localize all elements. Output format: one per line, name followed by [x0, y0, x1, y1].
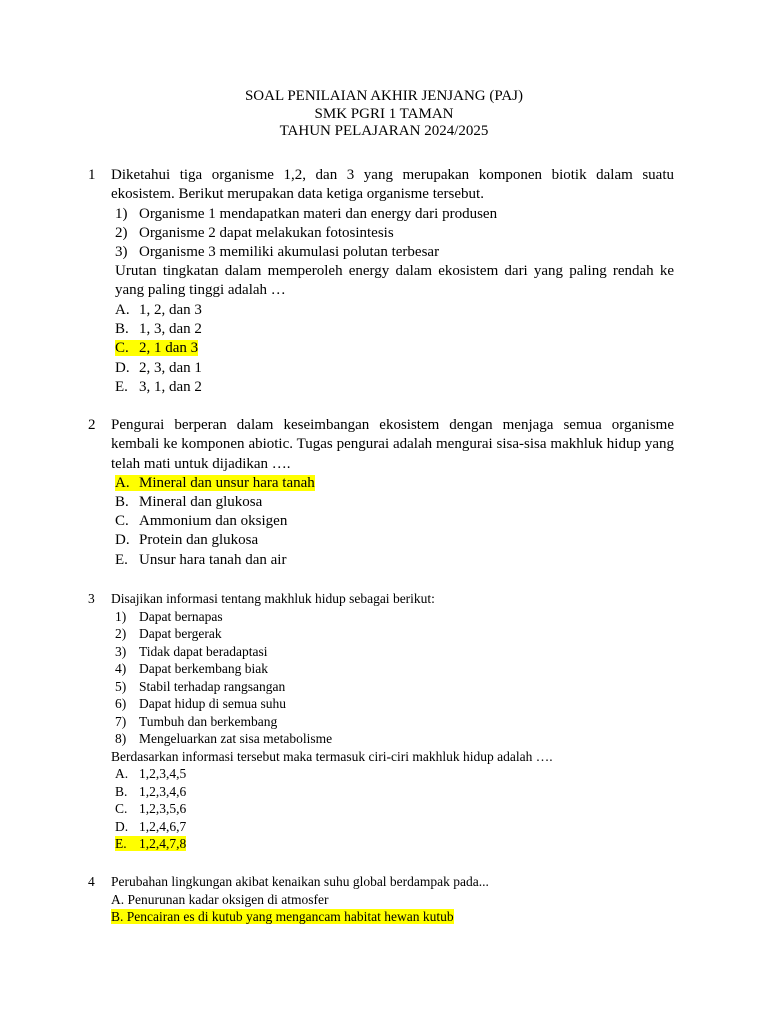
answer-option: D. 2, 3, dan 1 [115, 360, 202, 376]
answer-option: A. Penurunan kadar oksigen di atmosfer [111, 891, 329, 907]
answer-option: E. 3, 1, dan 2 [115, 379, 202, 395]
answer-option: E. Unsur hara tanah dan air [115, 552, 287, 568]
question-stem: Pengurai berperan dalam keseimbangan ekosistem dengan menjaga semua organisme kembali ke komponen abiotic. Tugas pengurai adalah mengurai sisa-sisa makhluk hidup yang telah mati untuk dijadikan …. [111, 417, 674, 472]
statement-item: 3) Organisme 3 memiliki akumulasi polutan terbesar [115, 244, 440, 260]
answer-option-correct: B. Pencairan es di kutub yang mengancam habitat hewan kutub [111, 909, 454, 924]
statement-item: 5) Stabil terhadap rangsangan [115, 678, 286, 694]
statement-item: 8) Mengeluarkan zat sisa metabolisme [115, 731, 333, 746]
statement-item: 3) Tidak dapat beradaptasi [115, 643, 268, 659]
answer-option: C. 1,2,3,5,6 [115, 801, 187, 816]
question-prompt: Urutan tingkatan dalam memperoleh energy dalam ekosistem dari yang paling rendah ke yang paling tinggi adalah … [115, 263, 674, 299]
answer-option: B. 1, 3, dan 2 [115, 321, 202, 337]
question-stem: Perubahan lingkungan akibat kenaikan suhu global berdampak pada... [111, 874, 489, 889]
school-name: SMK PGRI 1 TAMAN [314, 105, 454, 122]
answer-option: D. 1,2,4,6,7 [115, 818, 187, 834]
exam-title: SOAL PENILAIAN AKHIR JENJANG (PAJ) [244, 88, 524, 104]
academic-year: TAHUN PELAJARAN 2024/2025 [279, 123, 489, 139]
question-number: 4 [88, 874, 95, 889]
statement-item: 2) Dapat bergerak [115, 626, 222, 641]
statement-item: 7) Tumbuh dan berkembang [115, 713, 278, 729]
statement-item: 4) Dapat berkembang biak [115, 661, 268, 676]
answer-option: B. 1,2,3,4,6 [115, 783, 187, 799]
document-header [0, 88, 768, 141]
question-stem: Diketahui tiga organisme 1,2, dan 3 yang merupakan komponen biotik dalam suatu ekosistem. Berikut merupakan data ketiga organisme tersebut. [111, 167, 674, 203]
statement-item: 1) Organisme 1 mendapatkan materi dan energy dari produsen [115, 206, 498, 222]
answer-option: D. Protein dan glukosa [115, 532, 259, 548]
answer-option-correct: A. Mineral dan unsur hara tanah [115, 475, 315, 491]
question-number: 3 [88, 591, 95, 606]
statement-item: 6) Dapat hidup di semua suhu [115, 696, 286, 711]
question-number: 2 [88, 417, 96, 433]
question-stem: Disajikan informasi tentang makhluk hidup sebagai berikut: [111, 591, 435, 606]
statement-item: 1) Dapat bernapas [115, 608, 223, 624]
question-prompt: Berdasarkan informasi tersebut maka termasuk ciri-ciri makhluk hidup adalah …. [111, 748, 553, 764]
statement-item: 2) Organisme 2 dapat melakukan fotosintesis [115, 225, 394, 241]
answer-option-correct: C. 2, 1 dan 3 [115, 340, 199, 356]
answer-option-correct: E. 1,2,4,7,8 [115, 836, 187, 851]
answer-option: A. 1,2,3,4,5 [115, 766, 187, 781]
answer-option: C. Ammonium dan oksigen [115, 513, 288, 529]
answer-option: B. Mineral dan glukosa [115, 494, 263, 510]
question-number: 1 [88, 167, 96, 183]
answer-option: A. 1, 2, dan 3 [115, 302, 202, 318]
